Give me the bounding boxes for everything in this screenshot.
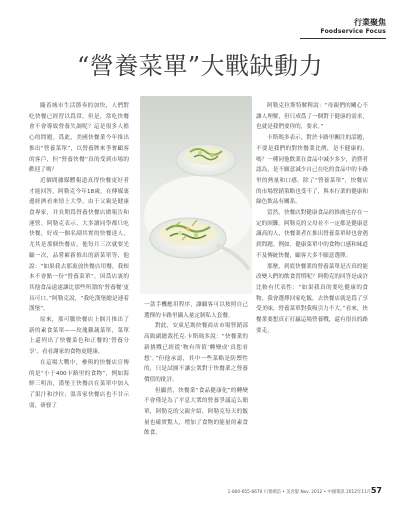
paragraph: 當然，快餐店對健康食品的推廣也存在一定的困難。阿勒克的父母並不一定都是健康意識高的人，快餐業者在推出營養菜單時也會遇到問題。例如，健康菜單中的食物口感和味道不及傳統快餐，顧客大多不願意選擇。 [256,210,368,259]
paragraph: 原來，那可騰快餐店上個月推出了新的素食菜單——玫瑰雞蔬菜單，菜單上還列出了快餐菜色和正餐的‘營養分享’，看看謝家的食物更健康。 [29,317,129,356]
section-category-en: Foodservice Focus [320,28,386,35]
article-column-3 [256,101,368,439]
article-column-2 [144,300,248,438]
paragraph: 一款手機應用程序，讓顧客可以按照自己選擇的卡路里攝入量定制私人套餐。 [144,302,248,319]
paragraph: 在這場大戰中，參與的快餐店宣傳的是“小于400卡路里的食物”，例如海鮮三明治，漢堡王快餐店在菜單中加入了果汁和沙拉；溫蒂家快餐店也不甘示弱，研發了 [29,359,129,409]
paragraph: 阿勒克拉斯特解釋說：“母親們的關心不讓人理解，但只成爲了一個對于健康的需求，也就是我們要你的，要求。” [256,103,368,131]
page-footer: 1-800-655-6670 川菜網訪 • 美食版 Nov. 2012 • 中國菜訊 2012年11月 [227,490,371,495]
paragraph: 隨着城市生活節奏的加快，人們對吃快餐已經習以爲常，但是，常吃快餐會不會導致營養失調呢？這是很多人擔心的問題。爲此，美國快餐業今年推出推出“營養菜單”，以營養牌來爭奪顧客的客戶，但“營養快餐”真的受到市場的歡迎了嗎？ [29,103,129,174]
food-photo-illustration [140,96,252,294]
section-category: 行業聚焦 [354,18,386,27]
paragraph: 近個間據媒體報道真得快餐更好者才能回答，阿勒克今年18歲，在傳媒裏邊經濟看來情上大學，由于父親是健康食專家，并長期爲營養快餐店做報告和運營。阿勒克表示，大多讀同學都只吃快餐，好成一個名副其實的快餐達人，尤其是那個快餐店，他每月三次就要光顧一次，品嘗嶄新推出的新菜單等，他說：“如果我去那裏放快餐店用餐，我根本不會點一份“營養菜單”，因爲店裏的其他食品遠遠讓比那些所謂的‘營養餐’更具可口。”阿勒克說，“我吃漢堡總是連着漢堡”。 [29,177,129,313]
food-photo [140,96,252,294]
paragraph: 對此，安東尼瑪快餐商店市場營銷部高級副總裁托克·卡斯瑪多說：“快餐業的新挑戰已經從‘物有所值’轉變成‘真您看想’。”但他承認，其中一些菜略是防禦性的，只是試圖不讓公衆對于快餐業之營養價值的批評。 [144,323,248,383]
section-header [300,18,386,39]
paragraph: 但顯然，快餐業“食品健康化”的轉變不會僅是為了平息大衆的營養爭議這么簡單，阿勒克的父親介紹，阿勒克每天的飯量也確實驚人，增加了食物的能量的素食飲食。 [144,387,248,437]
paragraph: 那麼，到底快餐業的營養菜單是否真的能改變人們的飲食習慣呢？阿勒克的回答是或許比較有代表性：“如果我真的要吃健康的食物，我會選擇回家吃飯，去快餐店就是爲了享受美味，營養菜單對我吸引力不大。”看來，快餐業要想真正打贏這場營養戰，還有很長的路要走。 [256,263,368,334]
paragraph: 卡斯瑪多表示，對於卡路里關注的話題，不要是我們的對快餐業比例，是不健康的，嗎？一種同他飲業在食品中減少多少，消費者認為，是不願意減少自己在吃的食品中的卡路里的熱量和口感。除了“營養菜單”，快餐店的市場營銷策略也受不了，與本行業的健康和綠色飲品有關系。 [256,135,368,206]
page-number: 57 [370,486,382,495]
article-column-1 [29,101,129,431]
header-rule [300,38,386,39]
article-title: “營養菜單”大戰缺動力 [76,52,324,80]
